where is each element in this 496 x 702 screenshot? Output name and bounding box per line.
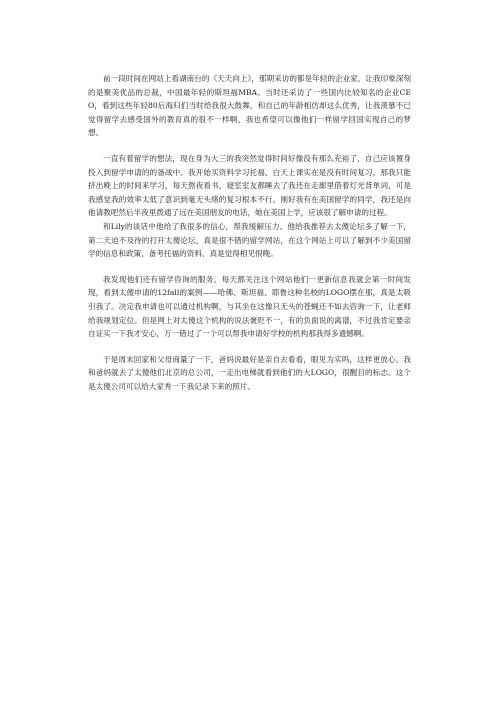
paragraph-gap (88, 140, 411, 152)
document-body (88, 72, 411, 393)
paragraph-2: 一直有着留学的想法，现在身为大三的我突然觉得时间好像没有那么充裕了，自己应该置身投入到留学申请的的备战中。我开始买资料学习托福、白天上课实在是没有时间复习，那我只能挤出晚上的时间来学习，每天熬夜看书，寝室室友都睡去了我还在走廊里借着灯光背单词，可是我感觉我的效率太低了意识到毫无头绪的复习根本不行。刚好我有在美国留学的同学，我还是向他请教吧然后半夜里拨通了远在美国朋友的电话，她在美国上学，应该很了解申请的过程。 (88, 153, 411, 218)
paragraph-1: 前一段时间在网站上看湖南台的《天天向上》，那期采访的都是年轻的企业家，让我印象深刻的是聚美优品的总裁，中国最年轻的斯坦福MBA。当时还采访了一些国内比较知名的企业CEO，看到这些年轻80后海归们当时给我很大鼓舞，和自己的年龄相仿却这么优秀，让我羡慕不已觉得留学去感受国外的教育真的很不一样啊，我也希望可以像他们一样留学回国实现自己的梦想。 (88, 74, 411, 138)
paragraph-5: 于是周末回家和父母商量了一下，爸妈说最好是亲自去看看，眼见为实吗，这样更放心。我和爸妈就去了太傻他们北京的总公司，一走出电梯就看到他们的大LOGO，很醒目的标志。这个是太傻公司可以给大家秀一下我记录下来的照片。 (88, 354, 411, 391)
paragraph-gap (88, 261, 411, 273)
paragraph-4: 我发现他们还有留学咨询的服务。每天都关注这个网站他们一更新信息我就会第一时间发现，看到太傻申请的12fall的案例——哈佛、斯坦福、耶鲁这种名校的LOGO摆在那，真是太吸引我了。决定我申请也可以通过机构啊，与其坐在这像只无头的苍蝇还不如去咨询一下，让老师给我规划定位。但是网上对太傻这个机构的说法褒贬不一，有的负面说的离谱，不过我肯定要亲自证实一下我才安心，万一错过了一个可以帮我申请好学校的机构那我得多遗憾啊。 (88, 274, 411, 339)
paragraph-3: 和Lily的谈话中他给了我很多的信心，帮我缓解压力。他给我推荐去太傻论坛多了解一下，第二天迫不及待的打开太傻论坛，真是很不错的留学网站，在这个网站上可以了解到不少美国留学的信息和政策、备考托福的资料、真是觉得相见恨晚。 (88, 221, 411, 259)
paragraph-gap (88, 341, 411, 353)
